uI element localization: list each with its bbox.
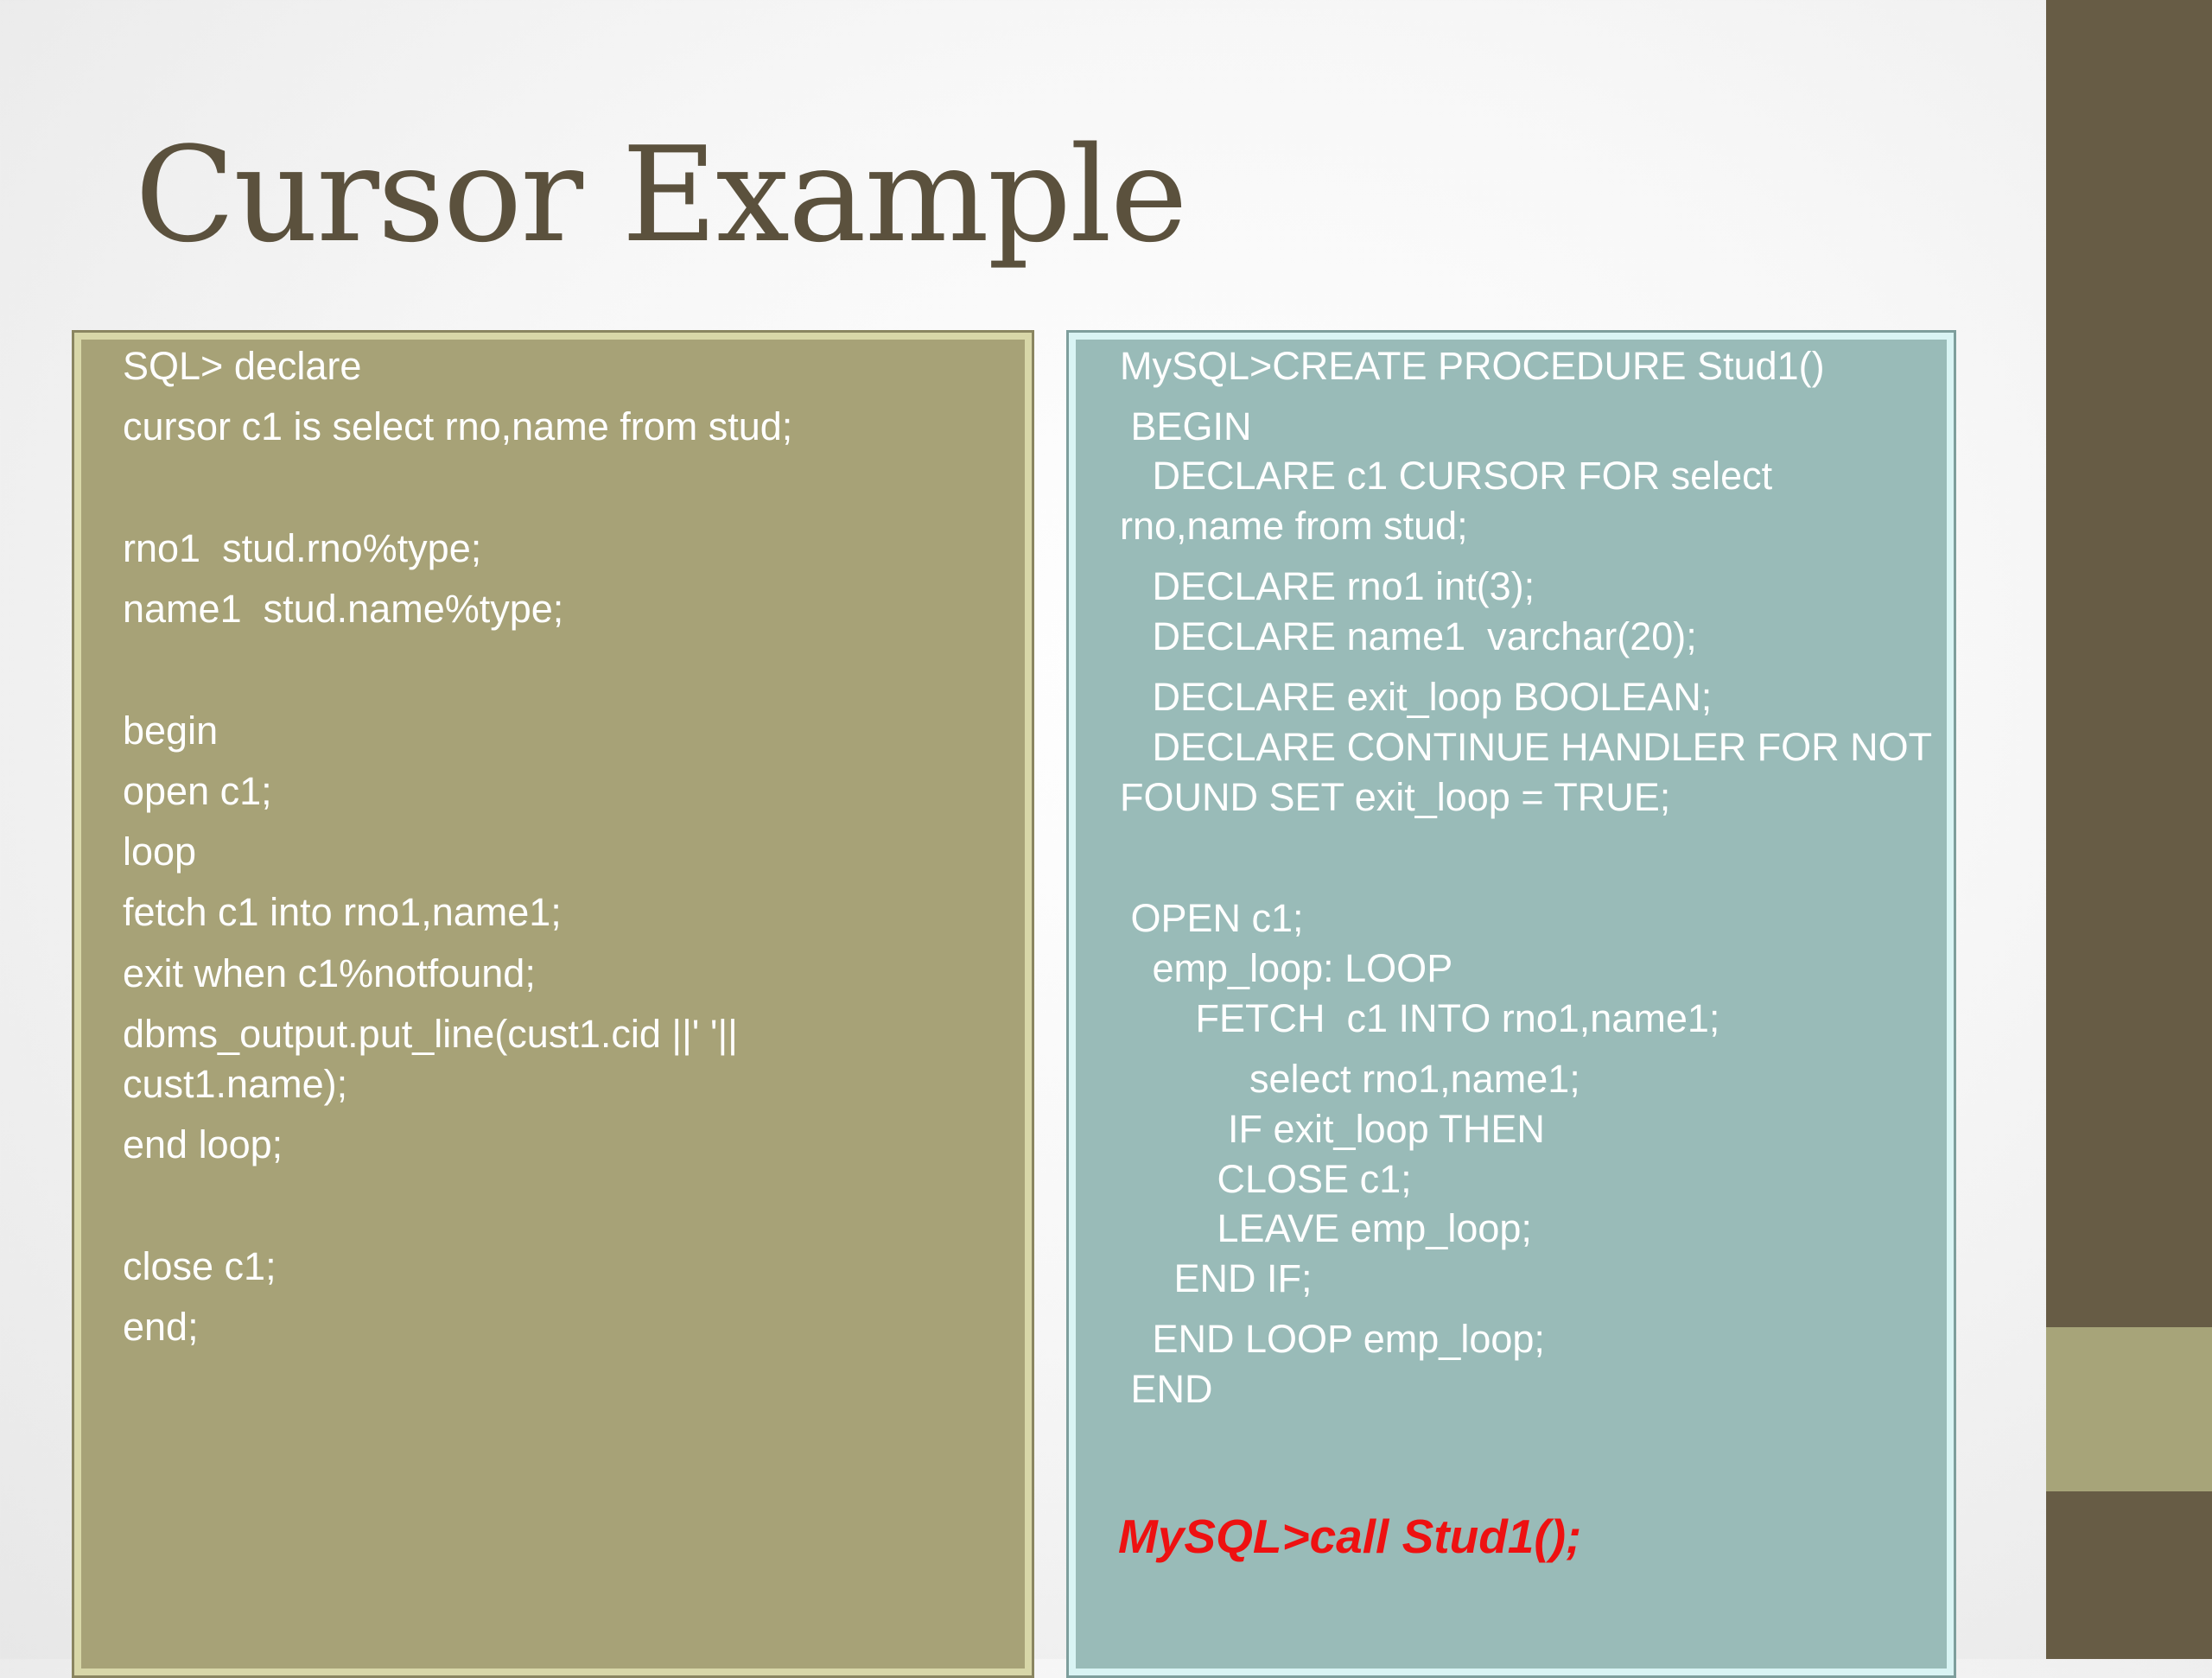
oracle-code-line: open c1;	[123, 769, 272, 813]
call-statement: MySQL>call Stud1();	[1118, 1510, 1582, 1563]
oracle-code-line: loop	[123, 829, 197, 874]
oracle-code-line: cust1.name);	[123, 1062, 348, 1106]
mysql-code-line: MySQL>CREATE PROCEDURE Stud1()	[1120, 344, 1825, 388]
slide-title: Cursor Example	[135, 118, 1186, 271]
oracle-code-line: begin	[123, 709, 219, 753]
mysql-code-line: DECLARE CONTINUE HANDLER FOR NOT	[1120, 725, 1933, 769]
oracle-code-line: close c1;	[123, 1244, 276, 1288]
mysql-code-line: DECLARE name1 varchar(20);	[1120, 614, 1697, 658]
oracle-code-line: cursor c1 is select rno,name from stud;	[123, 404, 793, 448]
mysql-code-line: END	[1120, 1367, 1213, 1411]
mysql-code-line: select rno1,name1;	[1120, 1057, 1580, 1101]
mysql-code-line: DECLARE c1 CURSOR FOR select	[1120, 454, 1773, 498]
oracle-code-line: rno1 stud.rno%type;	[123, 526, 482, 570]
mysql-code-line: IF exit_loop THEN	[1120, 1107, 1545, 1151]
oracle-code-line: exit when c1%notfound;	[123, 951, 536, 995]
mysql-code-line: emp_loop: LOOP	[1120, 946, 1453, 990]
mysql-code-line: FOUND SET exit_loop = TRUE;	[1120, 775, 1671, 819]
mysql-code-line: DECLARE rno1 int(3);	[1120, 564, 1535, 608]
mysql-code-line: DECLARE exit_loop BOOLEAN;	[1120, 675, 1713, 719]
mysql-code-line: END LOOP emp_loop;	[1120, 1317, 1545, 1361]
oracle-code-line: fetch c1 into rno1,name1;	[123, 890, 562, 934]
mysql-code-line: FETCH c1 INTO rno1,name1;	[1120, 996, 1720, 1040]
mysql-code-line: END IF;	[1120, 1256, 1313, 1300]
oracle-code-line: end;	[123, 1305, 199, 1349]
mysql-code-line: LEAVE emp_loop;	[1120, 1206, 1532, 1250]
mysql-code-line: CLOSE c1;	[1120, 1157, 1412, 1201]
oracle-code-line: dbms_output.put_line(cust1.cid ||' '||	[123, 1012, 738, 1056]
oracle-code-line: SQL> declare	[123, 344, 362, 388]
mysql-code-line: rno,name from stud;	[1120, 504, 1468, 548]
decorative-side-band-accent	[2046, 1327, 2212, 1491]
oracle-code-line: end loop;	[123, 1122, 283, 1166]
mysql-code-line: OPEN c1;	[1120, 896, 1304, 940]
oracle-code-line: name1 stud.name%type;	[123, 587, 564, 631]
mysql-code-line: BEGIN	[1120, 404, 1252, 448]
